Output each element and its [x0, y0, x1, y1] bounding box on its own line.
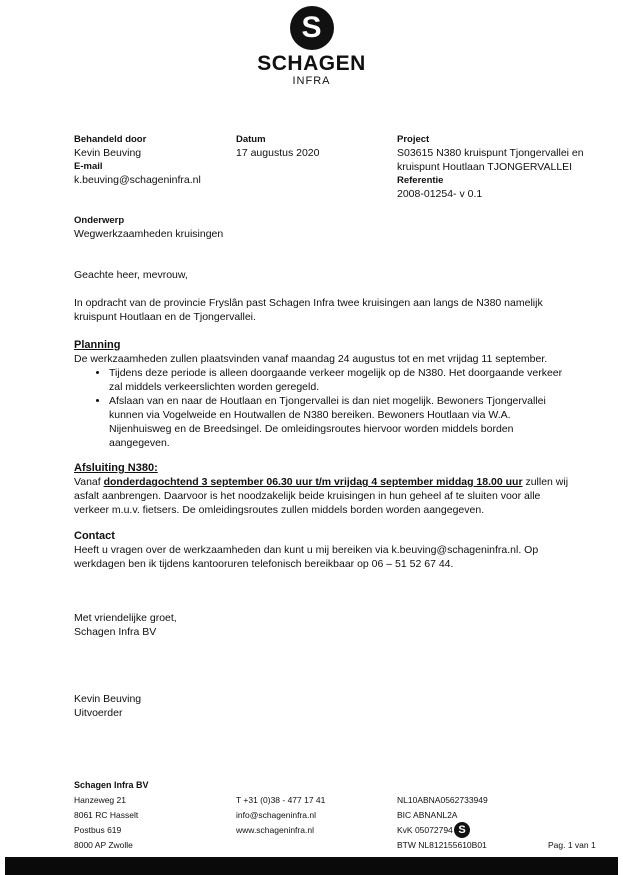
footer-bar [5, 857, 618, 875]
subject [74, 215, 223, 241]
meta-project [397, 134, 607, 201]
salutation: Geachte heer, mevrouw, [74, 269, 188, 281]
footer-logo-letter: S [458, 824, 466, 836]
footer-contact [236, 793, 325, 838]
subject-value: Wegwerkzaamheden kruisingen [74, 228, 224, 240]
footer-kvk: KvK 05072794 [397, 825, 453, 835]
footer-address-line: 8000 AP Zwolle [74, 840, 133, 850]
meta-handled-by [74, 134, 224, 187]
reference-value: 2008-01254- v 0.1 [397, 188, 483, 200]
project-line-1: S03615 N380 kruispunt Tjongervallei en [397, 147, 584, 159]
signature-name: Kevin Beuving [74, 693, 142, 705]
closure-dates: donderdagochtend 3 september 06.30 uur t/m vrijdag 4 september middag 18.00 uur [103, 476, 523, 488]
closure-suffix: zullen wij asfalt aanbrengen. Daarvoor is het noodzakelijk beide kruisingen in hun geheel af te sluiten voor alle verkeer m.u.v. fietsers. De omleidingsroutes zullen middels borden worden aangegeven. [74, 476, 569, 516]
contact-section [74, 529, 574, 571]
logo-name: SCHAGEN [257, 52, 366, 75]
planning-bullet: • Afslaan van en naar de Houtlaan en Tjongervallei is dan niet mogelijk. Bewoners Tjongervallei kunnen via Vogelweide en Houtwallen de N380 bereiken. Bewoners Houtlaan via W.A. Nijenhuisweg en de Breedsingel. De omleidingsroutes hiervoor worden middels borden aangegeven. [109, 394, 574, 450]
contact-text: Heeft u vragen over de werkzaamheden dan kunt u mij bereiken via k.beuving@schageninfra.nl. Op werkdagen ben ik tijdens kantooruren telefonisch bereikbaar op 06 – 51 52 67 44. [74, 544, 539, 570]
planning-list [74, 366, 574, 450]
contact-heading: Contact [74, 530, 115, 542]
footer-company: Schagen Infra BV [74, 780, 149, 790]
project-label: Project [397, 134, 430, 145]
project-line-2: kruispunt Houtlaan TJONGERVALLEI [397, 161, 573, 173]
company-logo [0, 6, 623, 88]
intro-paragraph: In opdracht van de provincie Fryslân past Schagen Infra twee kruisingen aan langs de N380 namelijk kruispunt Houtlaan en de Tjongervallei. [74, 297, 543, 323]
planning-section [74, 338, 574, 450]
logo-subtitle: INFRA [292, 75, 331, 87]
closure-prefix: Vanaf [74, 476, 104, 488]
email-label: E-mail [74, 161, 103, 172]
signature [74, 692, 574, 720]
meta-date [236, 134, 386, 160]
footer-website: www.schageninfra.nl [236, 825, 314, 835]
footer-address [74, 778, 149, 853]
page-number: Pag. 1 van 1 [548, 840, 596, 850]
handled-by-value: Kevin Beuving [74, 147, 142, 159]
footer-address-line: Postbus 619 [74, 825, 122, 835]
footer-email: info@schageninfra.nl [236, 810, 316, 820]
email-value: k.beuving@schageninfra.nl [74, 174, 201, 186]
footer-iban: NL10ABNA0562733949 [397, 795, 488, 805]
closure-text [74, 475, 574, 517]
closing [74, 611, 574, 639]
footer-phone: T +31 (0)38 - 477 17 41 [236, 795, 326, 805]
logo-letter: S [301, 11, 322, 44]
signature-role: Uitvoerder [74, 707, 123, 719]
footer-btw: BTW NL812155610B01 [397, 840, 487, 850]
reference-label: Referentie [397, 175, 444, 186]
closing-company: Schagen Infra BV [74, 626, 157, 638]
planning-heading: Planning [74, 339, 121, 351]
handled-by-label: Behandeld door [74, 134, 147, 145]
closure-section [74, 461, 574, 517]
footer-bic: BIC ABNANL2A [397, 810, 458, 820]
subject-label: Onderwerp [74, 215, 125, 226]
planning-bullet: • Tijdens deze periode is alleen doorgaande verkeer mogelijk op de N380. Het doorgaande verkeer zal middels verkeerslichten worden geregeld. [109, 366, 574, 394]
closing-greeting: Met vriendelijke groet, [74, 612, 177, 624]
date-value: 17 augustus 2020 [236, 147, 320, 159]
footer-address-line: Hanzeweg 21 [74, 795, 126, 805]
logo-mark [290, 6, 334, 50]
footer-address-line: 8061 RC Hasselt [74, 810, 139, 820]
footer-logo-mark [454, 822, 470, 838]
date-label: Datum [236, 134, 266, 145]
planning-text: De werkzaamheden zullen plaatsvinden vanaf maandag 24 augustus tot en met vrijdag 11 september. [74, 353, 548, 365]
closure-heading: Afsluiting N380: [74, 462, 158, 474]
footer-bank [397, 793, 488, 853]
